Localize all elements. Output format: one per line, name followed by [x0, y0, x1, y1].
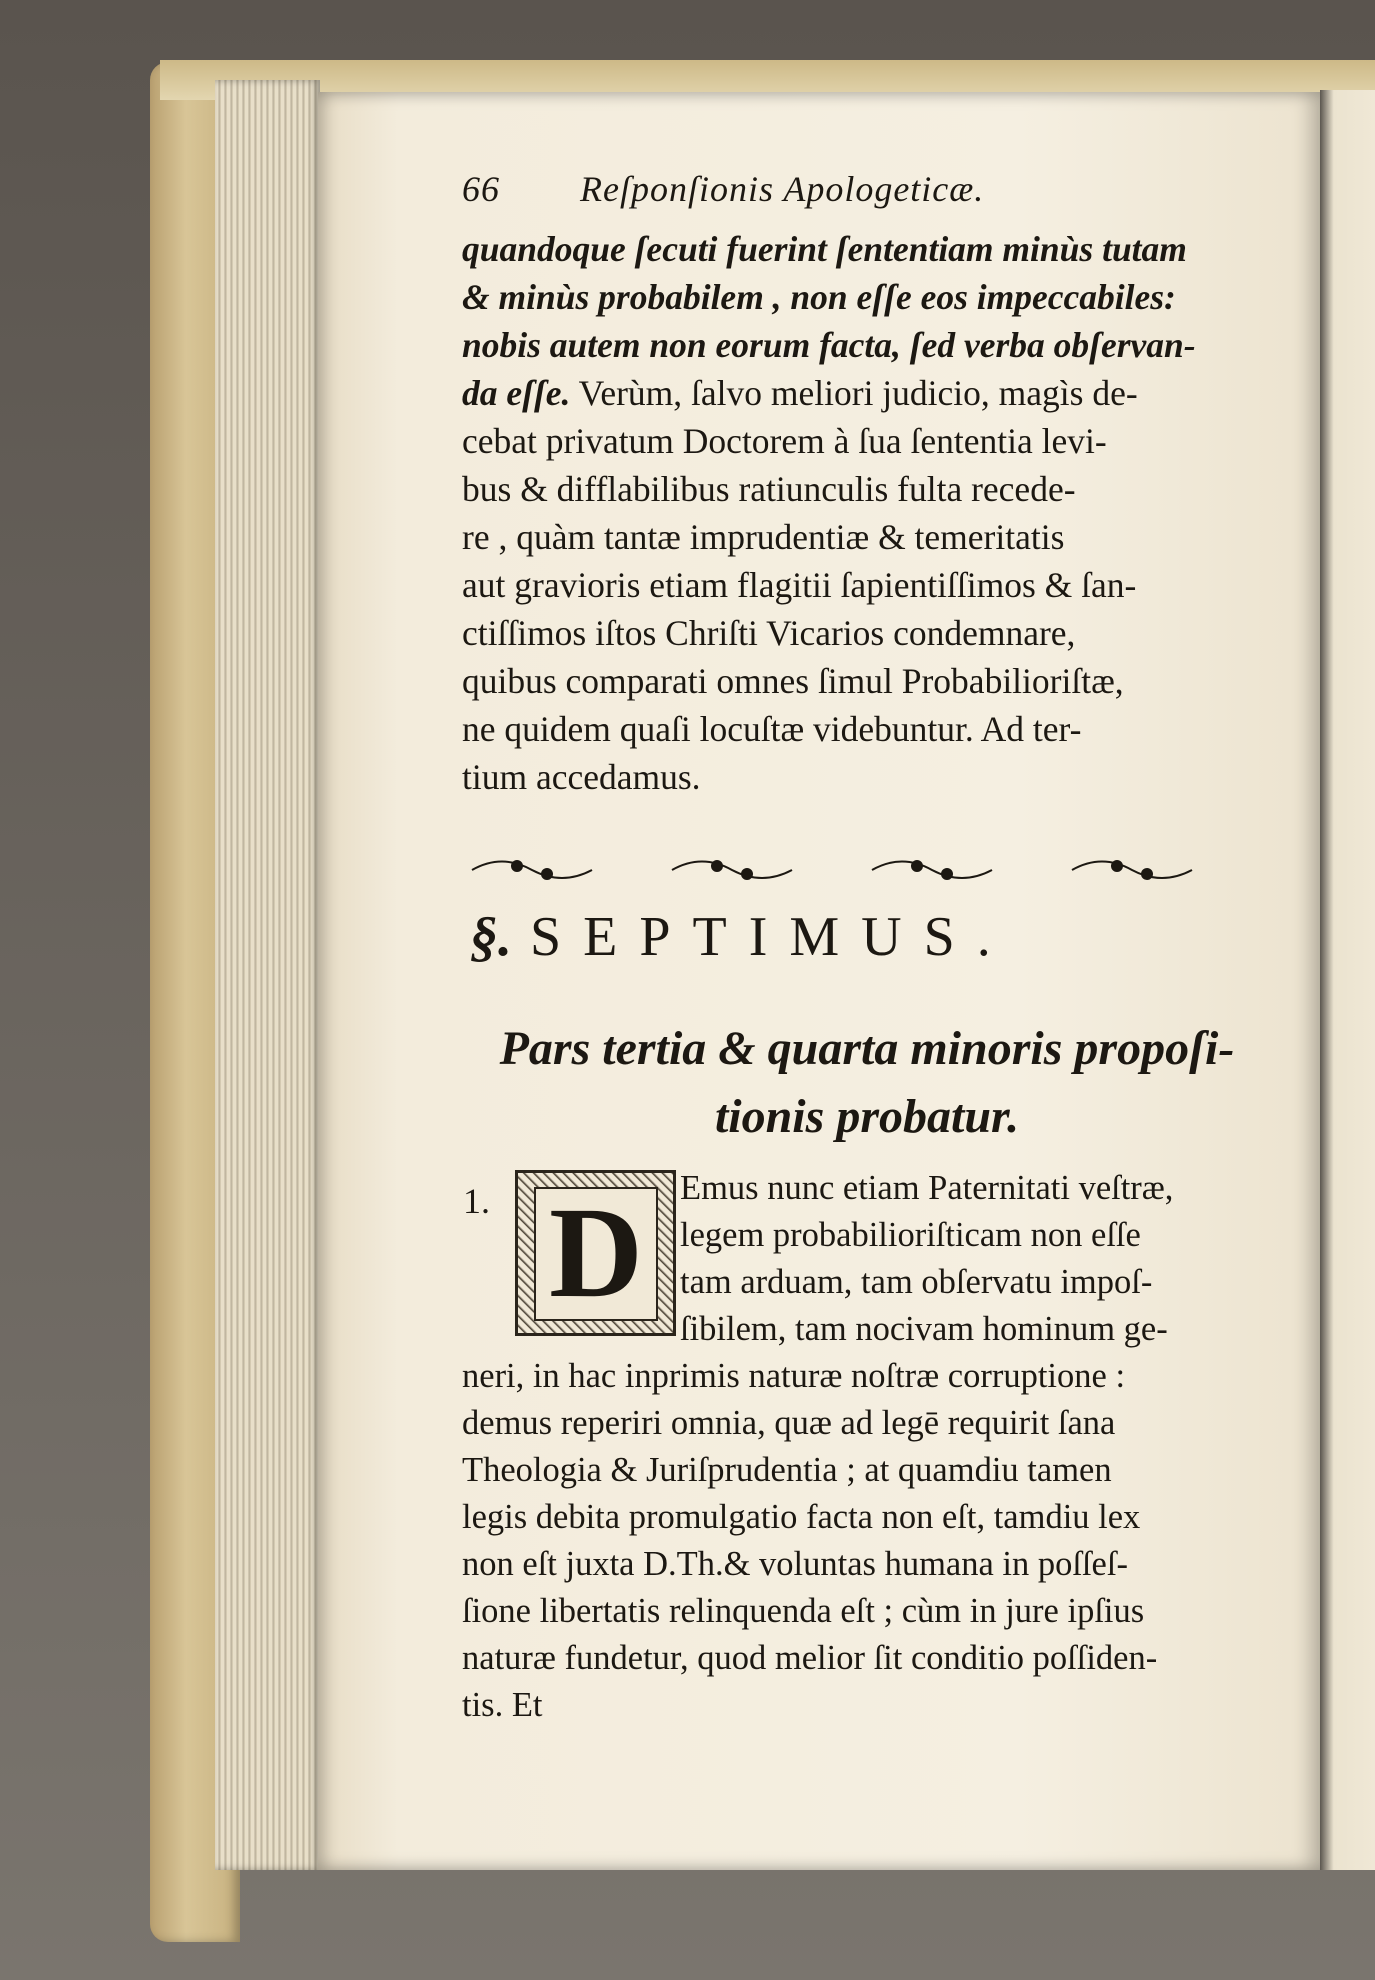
text-segment: da eſſe. [462, 373, 571, 413]
paragraph-line: Emus nunc etiam Paternitati veſtræ, [680, 1169, 1174, 1207]
subtitle-line: Pars tertia & quarta minoris propoſi- [499, 1022, 1235, 1075]
text-segment: Verùm, ſalvo meliori judicio, magìs de- [570, 373, 1138, 413]
paragraph-line: non eſt juxta D.Th.& voluntas humana in poſſeſ- [462, 1545, 1128, 1583]
paragraph-line: neri, in hac inprimis naturæ noſtræ corruptione : [462, 1357, 1126, 1395]
text-line [462, 513, 1272, 561]
paragraph-line: tis. Et [462, 1686, 543, 1724]
text-segment: ne quidem quaſi locuſtæ videbuntur. Ad ter- [462, 709, 1082, 749]
dropcap-letter: D [534, 1187, 658, 1321]
subtitle-line: tionis probatur. [714, 1090, 1020, 1143]
text-segment: & minùs probabilem , non eſſe eos impeccabiles: [462, 277, 1176, 317]
running-head-title: Reſponſionis Apologeticæ. [580, 169, 985, 209]
text-line [462, 609, 1272, 657]
text-segment: ctiſſimos iſtos Chriſti Vicarios condemnare, [462, 613, 1076, 653]
paragraph-line: legem probabilioriſticam non eſſe [680, 1216, 1141, 1254]
text-line [462, 561, 1272, 609]
body-text-block [462, 225, 1272, 801]
text-segment: re , quàm tantæ imprudentiæ & temeritatis [462, 517, 1065, 557]
section-subtitle [462, 1015, 1272, 1151]
text-line [462, 705, 1272, 753]
text-segment: quandoque ſecuti fuerint ſententiam minùs tutam [462, 229, 1187, 269]
paragraph-line: tam arduam, tam obſervatu impoſ- [680, 1263, 1153, 1301]
text-line [462, 321, 1272, 369]
text-line [462, 273, 1272, 321]
page-edges [215, 80, 320, 1870]
facing-page-strip [1320, 90, 1375, 1870]
running-head [462, 168, 1162, 210]
text-segment: aut gravioris etiam flagitii ſapientiſſimos & ſan- [462, 565, 1137, 605]
section-symbol: §. [470, 906, 512, 968]
text-line [462, 417, 1272, 465]
text-segment: tium accedamus. [462, 757, 701, 797]
text-segment: nobis autem non eorum facta, ſed verba obſervan- [462, 325, 1196, 365]
paragraph-line: naturæ fundetur, quod melior ſit conditio poſſiden- [462, 1639, 1158, 1677]
text-segment: bus & difflabilibus ratiunculis fulta recede- [462, 469, 1076, 509]
text-line [462, 753, 1272, 801]
section-heading [470, 905, 1270, 969]
paragraph-line: legis debita promulgatio facta non eſt, tamdiu lex [462, 1498, 1141, 1536]
paragraph-line: demus reperiri omnia, quæ ad legē requirit ſana [462, 1404, 1116, 1442]
text-segment: cebat privatum Doctorem à ſua ſententia levi- [462, 421, 1107, 461]
section-title: SEPTIMUS. [530, 906, 1013, 968]
text-line [462, 465, 1272, 513]
page-number: 66 [462, 169, 500, 209]
ornamental-divider [462, 848, 1262, 888]
paragraph-line: ſione libertatis relinquenda eſt ; cùm in jure ipſius [462, 1592, 1145, 1630]
paragraph-number: 1. [463, 1181, 490, 1221]
paragraph-line: ſibilem, tam nocivam hominum ge- [680, 1310, 1168, 1348]
paragraph-text [462, 1165, 1272, 1729]
paragraph-line: Theologia & Juriſprudentia ; at quamdiu tamen [462, 1451, 1112, 1489]
text-segment: quibus comparati omnes ſimul Probabilioriſtæ, [462, 661, 1124, 701]
text-line [462, 657, 1272, 705]
text-line [462, 369, 1272, 417]
text-line [462, 225, 1272, 273]
